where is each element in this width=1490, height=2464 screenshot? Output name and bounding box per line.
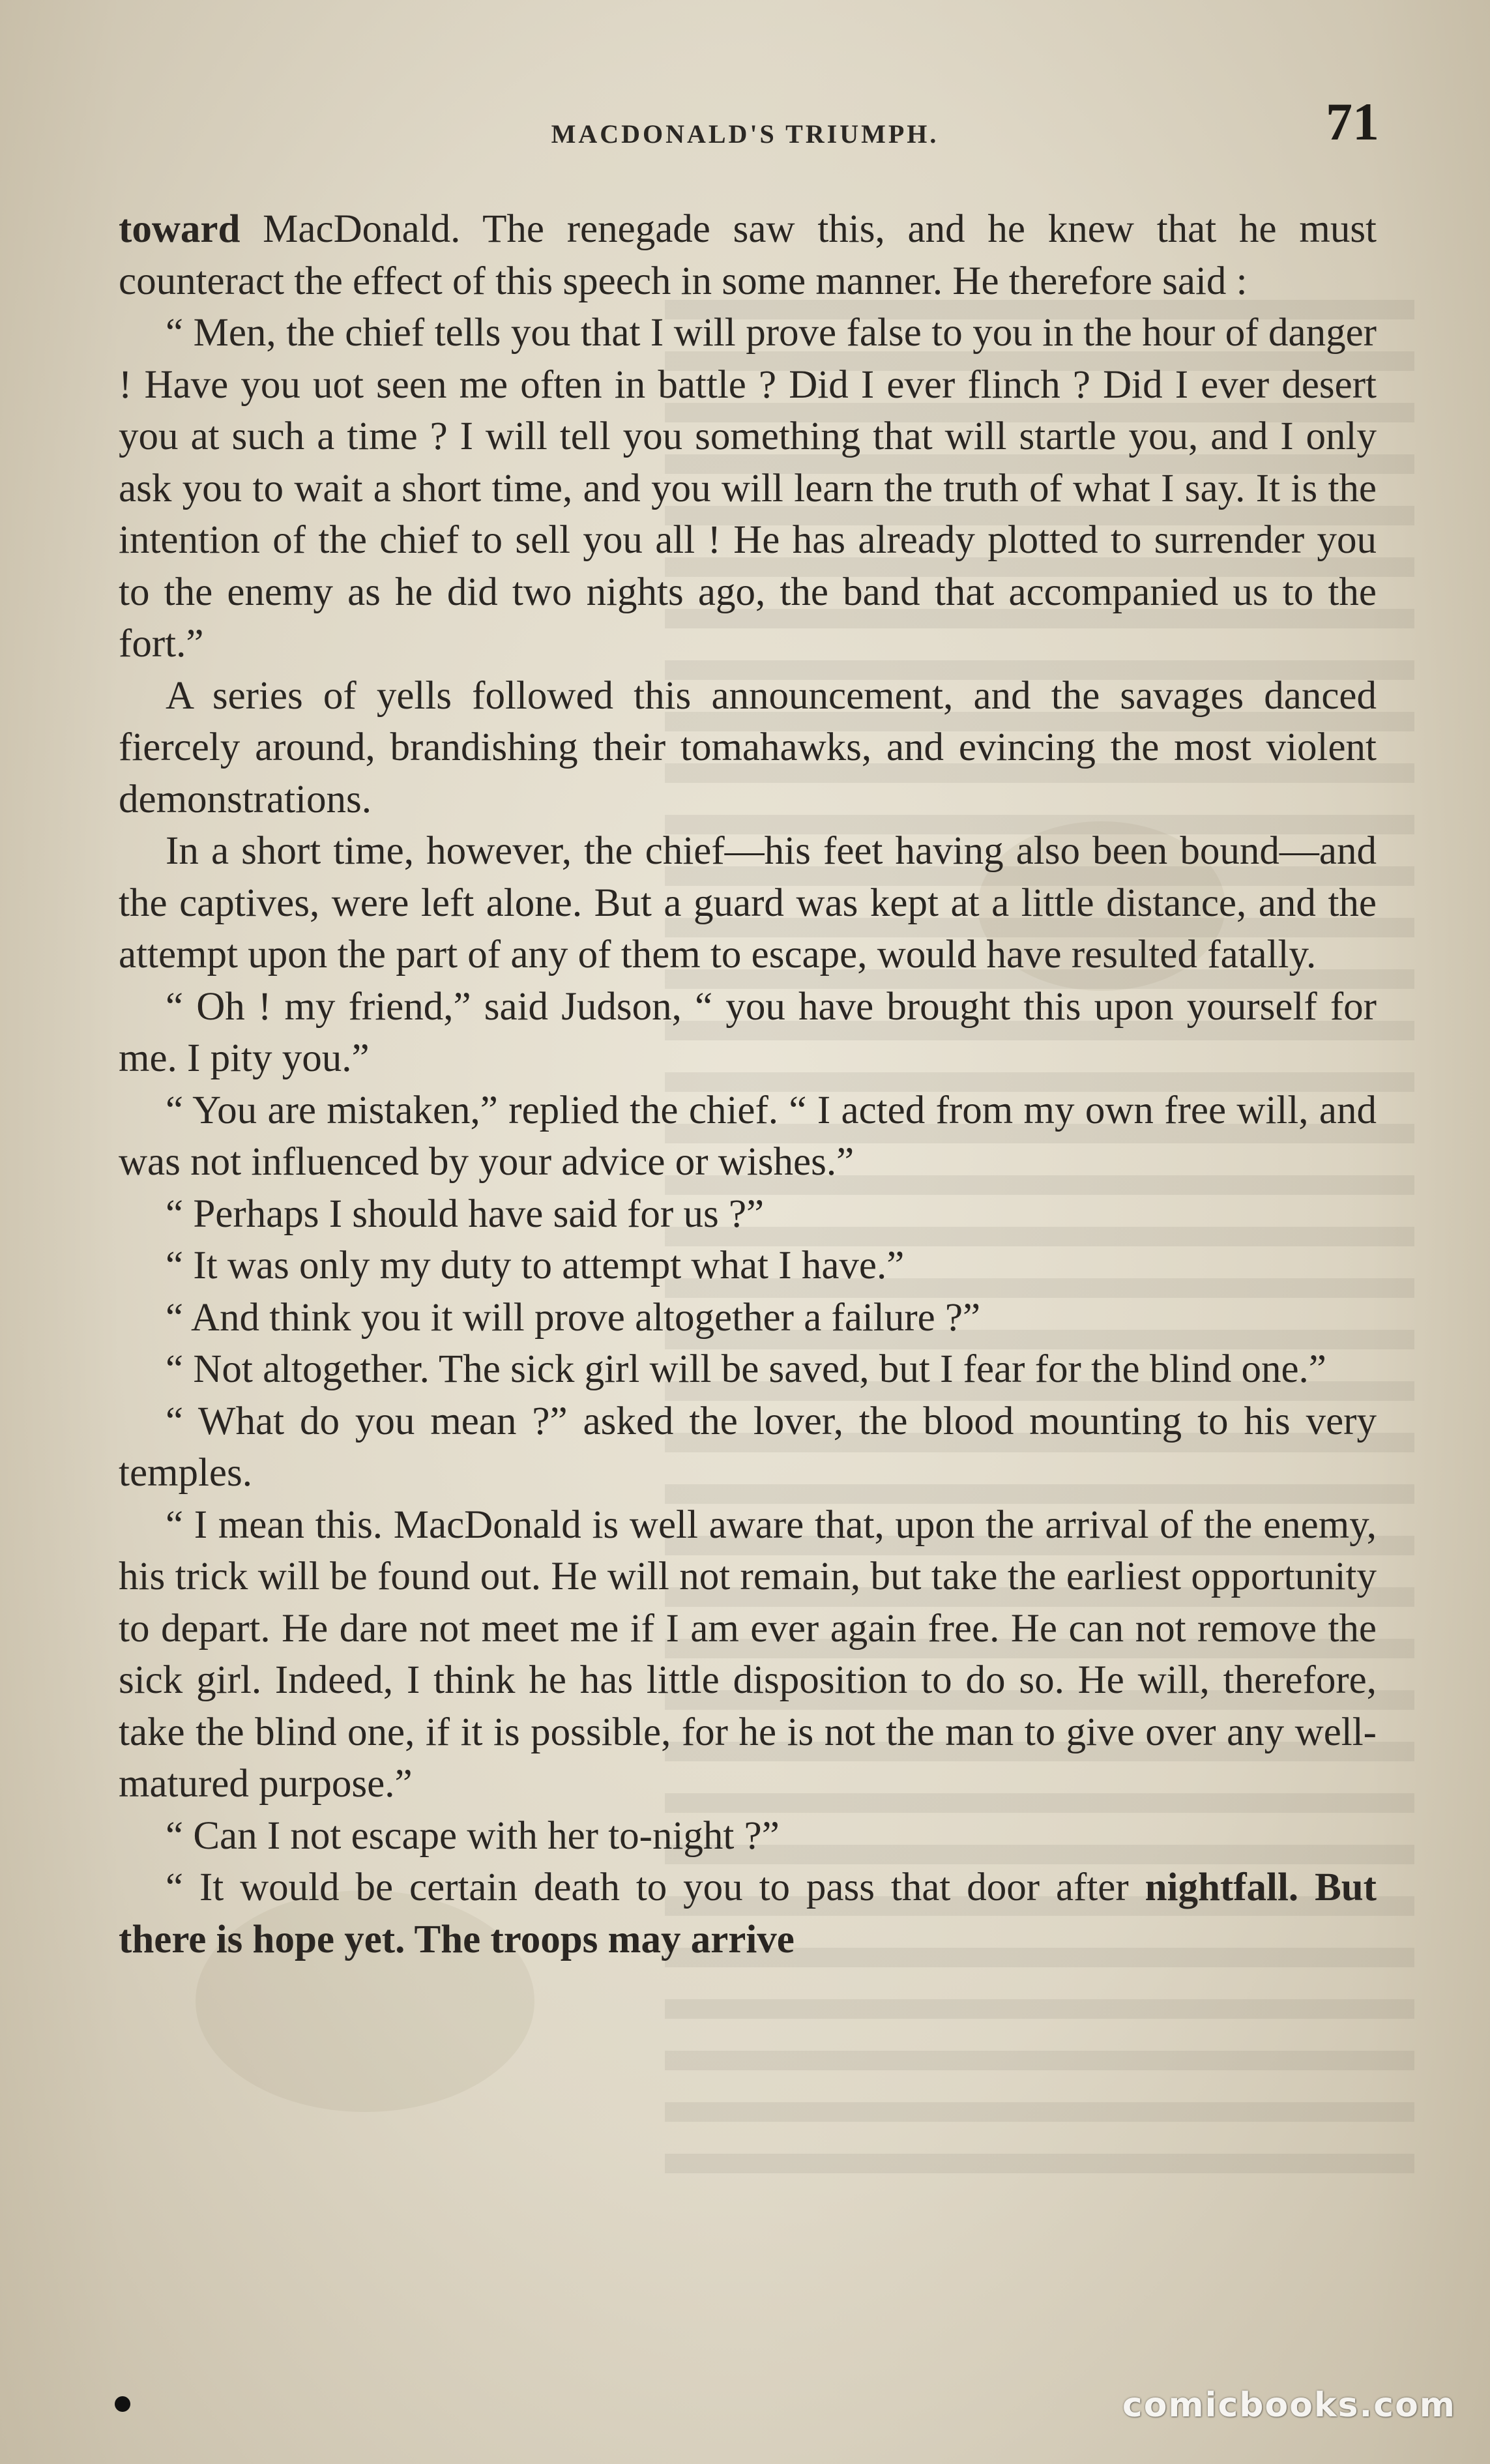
paragraph: “ And think you it will prove altogether a failure ?” bbox=[166, 1295, 981, 1340]
paragraph: “ I mean this. MacDonald is well aware that, upon the arrival of the enemy, his trick will be found out. He will not remain, but take the earliest opportunity to depart. He dare not meet me if I am ever again free. He can not remove the sick girl. Indeed, I think he has little disposition to do so. He will, therefore, take the blind one, if it is possible, for he is not the man to give over any well-matured purpose.” bbox=[119, 1503, 1377, 1806]
paragraph: “ Not altogether. The sick girl will be saved, but I fear for the blind one.” bbox=[166, 1347, 1326, 1391]
paragraph: “ It was only my duty to attempt what I have.” bbox=[166, 1244, 905, 1287]
paragraph-text: MacDonald. The renegade saw this, and he knew that he must counteract the effect of this speech in some manner. He therefore said : bbox=[119, 207, 1377, 303]
paragraph: “ Oh ! my friend,” said Judson, “ you have brought this upon yourself for me. I pity you.” bbox=[119, 984, 1377, 1080]
running-head: MACDONALD'S TRIUMPH. bbox=[551, 119, 939, 149]
paragraph-text: “ It would be certain death to you to pass that door after bbox=[166, 1866, 1145, 1909]
body-text bbox=[119, 203, 1377, 1965]
paragraph: “ Perhaps I should have said for us ?” bbox=[166, 1192, 765, 1236]
page-number: 71 bbox=[1326, 92, 1379, 151]
paragraph: “ Men, the chief tells you that I will prove false to you in the hour of danger ! Have you uot seen me often in battle ? Did I ever flinch ? Did I ever desert you at such a time ? I will tell you something that will startle you, and I only ask you to wait a short time, and you will learn the truth of what I say. It is the intention of the chief to sell you all ! He has already plotted to surrender you to the enemy as he did two nights ago, the band that accompanied us to the fort.” bbox=[119, 311, 1377, 666]
watermark: comicbooks.com bbox=[1122, 2386, 1456, 2425]
paragraph-lead: toward bbox=[119, 207, 241, 251]
paragraph: “ Can I not escape with her to-night ?” bbox=[166, 1813, 780, 1858]
paragraph: “ What do you mean ?” asked the lover, the blood mounting to his very temples. bbox=[119, 1399, 1377, 1495]
page-header bbox=[0, 91, 1490, 156]
paragraph bbox=[119, 1862, 1377, 1965]
paragraph: In a short time, however, the chief—his feet having also been bound—and the captives, were left alone. But a guard was kept at a little distance, and the attempt upon the part of any of them to escape, would have resulted fatally. bbox=[119, 829, 1377, 976]
paragraph: A series of yells followed this announcement, and the savages danced fiercely around, brandishing their tomahawks, and evincing the most violent demonstrations. bbox=[119, 673, 1377, 821]
ink-dot bbox=[115, 2396, 130, 2412]
paragraph-tail: nightfall. But there is hope yet. The troops may arrive bbox=[119, 1866, 1377, 1961]
paragraph: “ You are mistaken,” replied the chief. “ I acted from my own free will, and was not influenced by your advice or wishes.” bbox=[119, 1088, 1377, 1184]
paragraph bbox=[119, 203, 1377, 307]
